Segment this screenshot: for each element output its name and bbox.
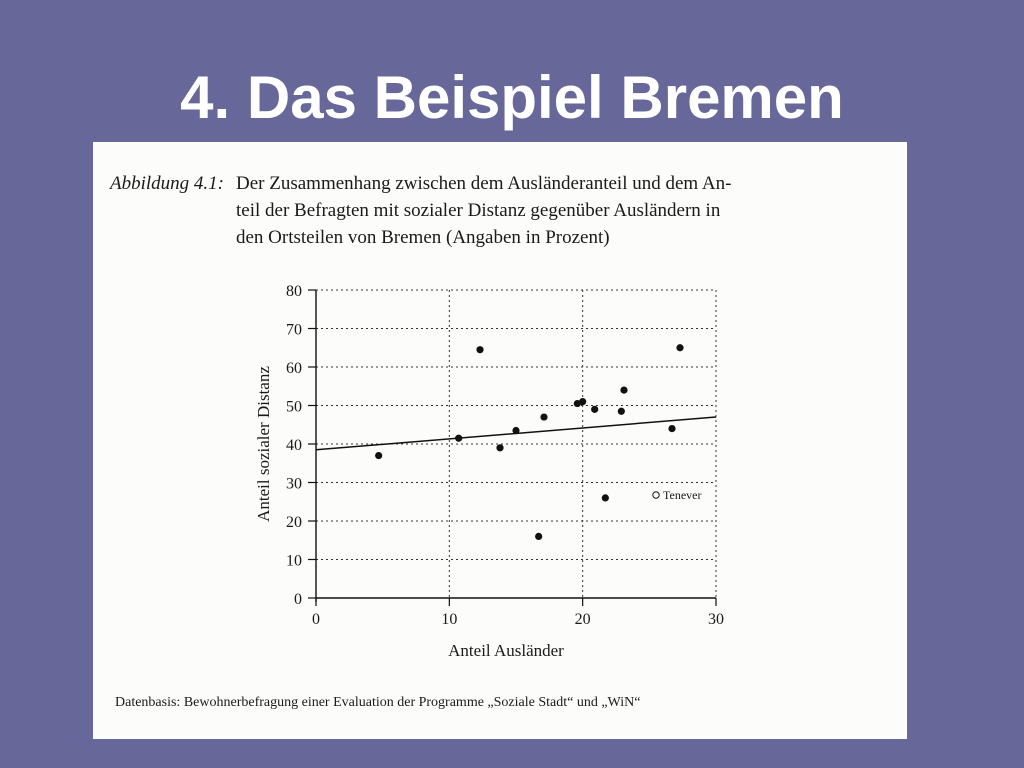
x-tick-label: 30 — [708, 611, 724, 628]
y-tick-label: 70 — [286, 321, 302, 339]
data-point — [455, 435, 462, 442]
caption-line-3: den Ortsteilen von Bremen (Angaben in Prozent) — [236, 227, 610, 248]
data-point — [618, 408, 625, 415]
x-axis-title: Anteil Ausländer — [448, 641, 564, 660]
data-point — [579, 398, 586, 405]
data-point — [512, 427, 519, 434]
y-tick-label: 20 — [286, 514, 302, 531]
y-tick-label: 40 — [286, 437, 302, 454]
x-tick-label: 10 — [441, 611, 458, 628]
data-point — [496, 444, 503, 451]
x-tick-label: 0 — [312, 611, 320, 628]
data-point — [535, 533, 542, 540]
data-point — [620, 387, 627, 394]
figure-scan — [93, 142, 907, 739]
x-tick-label: 20 — [574, 611, 591, 628]
y-tick-label: 50 — [286, 398, 302, 416]
caption-line-2: teil der Befragten mit sozialer Distanz gegenüber Ausländern in — [236, 200, 721, 221]
y-tick-label: 60 — [286, 360, 302, 377]
figure-label: Abbildung 4.1: — [110, 173, 224, 194]
data-source-footnote: Datenbasis: Bewohnerbefragung einer Evaluation der Programme „Soziale Stadt“ und „WiN“ — [115, 695, 641, 710]
data-point — [676, 344, 683, 351]
tenever-label: Tenever — [663, 488, 702, 502]
tenever-marker — [653, 492, 659, 498]
data-point — [375, 452, 382, 459]
data-point — [476, 346, 483, 353]
y-tick-label: 10 — [286, 552, 302, 570]
slide-title: 4. Das Beispiel Bremen — [180, 64, 844, 131]
data-point — [602, 494, 609, 501]
data-point — [668, 425, 675, 432]
scatter-chart — [93, 142, 907, 739]
y-tick-label: 30 — [286, 475, 302, 493]
y-tick-label: 0 — [294, 591, 302, 608]
caption-line-1: Der Zusammenhang zwischen dem Ausländeranteil und dem An- — [236, 173, 732, 194]
data-point — [540, 413, 547, 420]
y-tick-label: 80 — [286, 283, 302, 300]
y-axis-title: Anteil sozialer Distanz — [254, 366, 273, 522]
data-point — [591, 406, 598, 413]
